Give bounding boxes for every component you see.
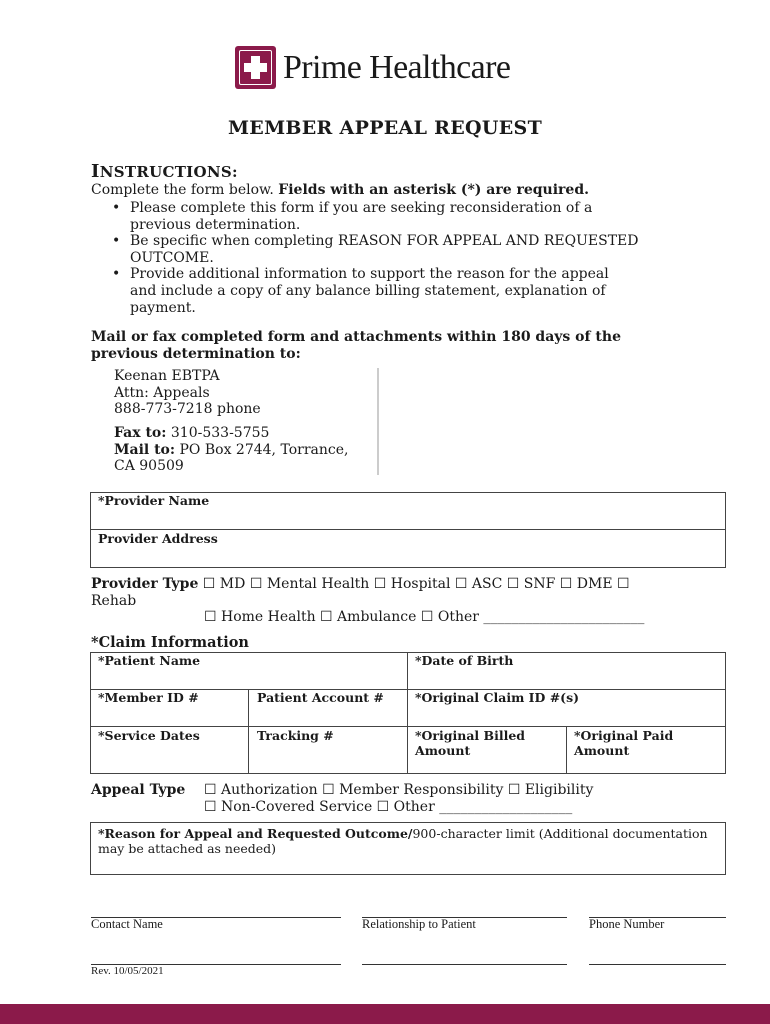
- instructions-intro: Complete the form below. Fields with an asterisk (*) are required.: [91, 182, 590, 198]
- fax-line: Fax to: 310-533-5755: [114, 425, 270, 441]
- footer-bar: [0, 1004, 770, 1024]
- appeal-type-label: Appeal Type: [91, 782, 186, 798]
- original-paid-field[interactable]: *Original Paid Amount: [574, 728, 674, 758]
- appeal-type-options-2[interactable]: ☐ Non-Covered Service ☐ Other ___________________: [204, 799, 573, 815]
- provider-type-row[interactable]: Provider Type ☐ MD ☐ Mental Health ☐ Hospital ☐ ASC ☐ SNF ☐ DME ☐: [91, 576, 630, 592]
- member-id-field[interactable]: *Member ID #: [98, 690, 199, 705]
- instructions-heading: INSTRUCTIONS:: [91, 161, 238, 182]
- cross-logo-icon: [235, 46, 276, 89]
- provider-name-field[interactable]: *Provider Name: [98, 493, 210, 508]
- claim-col-divider: [407, 652, 408, 774]
- revision-date: Rev. 10/05/2021: [91, 965, 164, 977]
- provider-type-rehab[interactable]: Rehab: [91, 593, 137, 609]
- original-claim-id-field[interactable]: *Original Claim ID #(s): [415, 690, 580, 705]
- mail-line-city: CA 90509: [114, 458, 184, 474]
- list-item: • Please complete this form if you are seeking reconsideration of a previous determination.: [112, 200, 647, 233]
- address-phone: 888-773-7218 phone: [114, 401, 261, 417]
- list-item: • Provide additional information to support the reason for the appeal and include a copy of any balance billing statement, explanation of payment.: [112, 266, 637, 316]
- page-title: MEMBER APPEAL REQUEST: [227, 117, 543, 139]
- contact-name-label: Contact Name: [91, 917, 163, 931]
- address-divider: [377, 368, 379, 475]
- provider-address-field[interactable]: Provider Address: [98, 531, 218, 546]
- relationship-label: Relationship to Patient: [362, 917, 476, 931]
- service-dates-field[interactable]: *Service Dates: [98, 728, 200, 743]
- provider-divider: [90, 529, 726, 530]
- address-name: Keenan EBTPA: [114, 368, 220, 384]
- claim-info-title: *Claim Information: [91, 634, 249, 651]
- reason-label: *Reason for Appeal and Requested Outcome/900-character limit (Additional documentation may be attached as needed): [98, 826, 708, 856]
- provider-type-row-2[interactable]: ☐ Home Health ☐ Ambulance ☐ Other _______________________: [204, 609, 645, 625]
- mail-heading: Mail or fax completed form and attachments within 180 days of the previous determination to:: [91, 329, 621, 362]
- claim-col-divider: [248, 689, 249, 774]
- phone-number-label: Phone Number: [589, 917, 665, 931]
- appeal-type-options[interactable]: ☐ Authorization ☐ Member Responsibility ☐ Eligibility: [204, 782, 594, 798]
- mail-line: Mail to: PO Box 2744, Torrance,: [114, 442, 349, 458]
- instructions-list: [112, 200, 672, 316]
- original-billed-field[interactable]: *Original Billed Amount: [415, 728, 526, 758]
- patient-account-field[interactable]: Patient Account #: [257, 690, 384, 705]
- brand-name: Prime Healthcare: [283, 48, 511, 86]
- claim-row-divider: [90, 726, 726, 727]
- brand-logo: [235, 46, 510, 89]
- signature-line[interactable]: [589, 964, 726, 965]
- date-of-birth-field[interactable]: *Date of Birth: [415, 653, 514, 668]
- list-item: • Be specific when completing REASON FOR APPEAL AND REQUESTED OUTCOME.: [112, 233, 647, 266]
- patient-name-field[interactable]: *Patient Name: [98, 653, 201, 668]
- address-attn: Attn: Appeals: [114, 385, 210, 401]
- signature-line[interactable]: [362, 964, 567, 965]
- claim-col-divider: [566, 726, 567, 774]
- tracking-field[interactable]: Tracking #: [257, 728, 334, 743]
